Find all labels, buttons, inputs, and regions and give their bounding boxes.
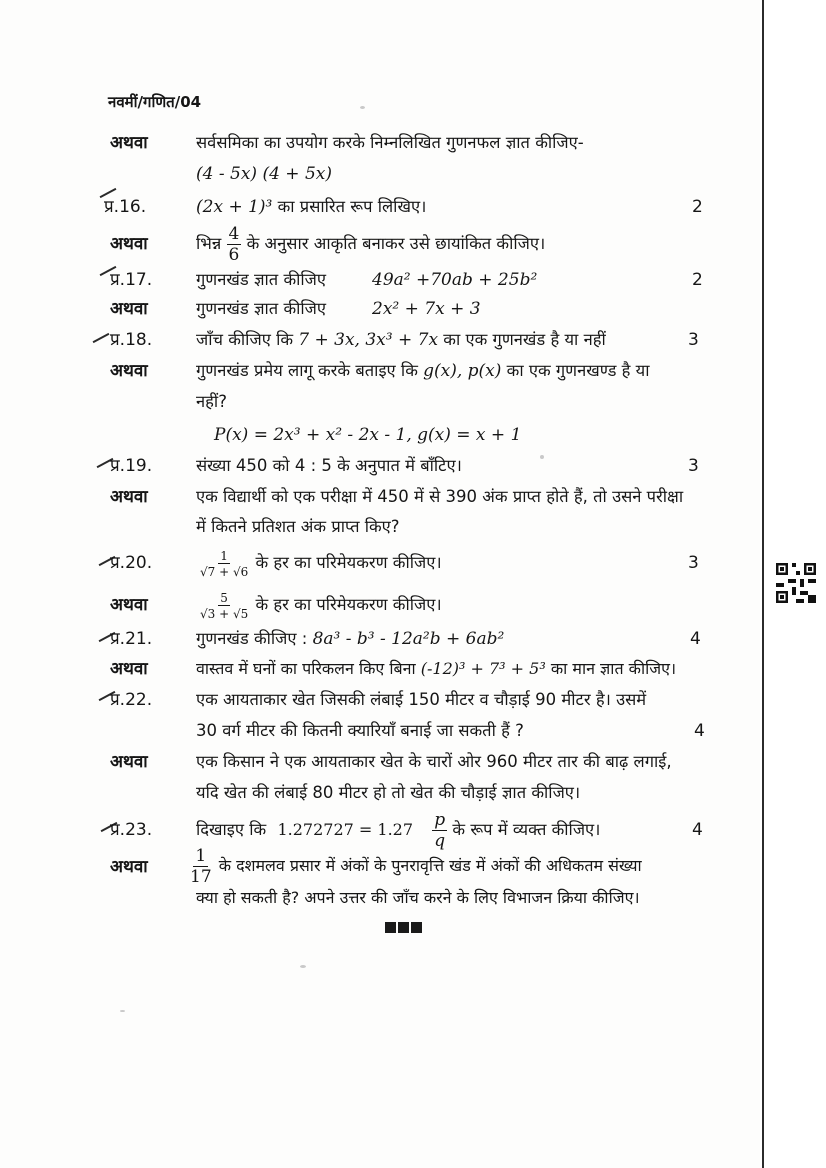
question-text: संख्या 450 को 4 : 5 के अनुपात में बाँटिए।: [196, 456, 462, 475]
marks: 4: [690, 629, 701, 649]
question-text-part: जाँच कीजिए कि: [196, 330, 294, 349]
question-text-part: दिखाइए कि: [196, 820, 267, 839]
question-number: प्र.23.: [110, 820, 153, 840]
scan-speck: [300, 965, 306, 968]
question-text-part: के दशमलव प्रसार में अंकों के पुनरावृत्ति खंड में अंकों की अधिकतम संख्या: [218, 856, 642, 875]
question-text-part: के रूप में व्यक्त कीजिए।: [452, 820, 601, 839]
alt-label: अथवा: [110, 595, 148, 615]
alt-label: अथवा: [110, 234, 148, 254]
question-text: एक किसान ने एक आयताकार खेत के चारों ओर 960 मीटर तार की बाढ़ लगाई,: [196, 752, 672, 771]
qr-code-icon: [776, 563, 816, 603]
fraction-numerator: p: [434, 809, 446, 830]
question-text-part: भिन्न: [196, 234, 222, 253]
question-text-part: वास्तव में घनों का परिकलन किए बिना: [196, 659, 416, 678]
page-header: नवमीं/गणित/04: [108, 93, 202, 111]
question-number: प्र.17.: [110, 270, 153, 290]
alt-label: अथवा: [110, 487, 148, 507]
question-text: गुणनखंड ज्ञात कीजिए: [196, 299, 327, 318]
math-expression: 49a² +70ab + 25b²: [372, 270, 538, 290]
question-text: [196, 195, 426, 219]
question-text: [196, 220, 545, 268]
question-text-part: गुणनखंड कीजिए :: [196, 629, 308, 648]
question-text: नहीं?: [196, 392, 227, 411]
question-text-part: के अनुसार आकृति बनाकर उसे छायांकित कीजिए।: [246, 234, 546, 253]
marks: 3: [688, 330, 699, 350]
question-text: 30 वर्ग मीटर की कितनी क्यारियाँ बनाई जा सकती हैं ?: [196, 721, 524, 740]
math-expression: g(x), p(x): [423, 361, 502, 381]
question-text: यदि खेत की लंबाई 80 मीटर हो तो खेत की चौड़ाई ज्ञात कीजिए।: [196, 783, 581, 802]
question-text-part: का मान ज्ञात कीजिए।: [550, 659, 677, 678]
question-text-part: के हर का परिमेयकरण कीजिए।: [255, 553, 442, 572]
fraction: [227, 223, 242, 265]
question-text: एक आयताकार खेत जिसकी लंबाई 150 मीटर व चौड़ाई 90 मीटर है। उसमें: [196, 690, 647, 709]
marks: 4: [694, 721, 705, 741]
math-expression: P(x) = 2x³ + x² - 2x - 1, g(x) = x + 1: [214, 425, 522, 445]
question-text: [196, 328, 606, 352]
marks: 3: [688, 553, 699, 573]
math-expression: (4 - 5x) (4 + 5x): [196, 164, 332, 184]
fraction-numerator: 1: [220, 548, 228, 563]
question-number: प्र.18.: [110, 330, 153, 350]
math-expression: 2x² + 7x + 3: [372, 299, 481, 319]
marks: 2: [692, 270, 703, 290]
question-text: [188, 844, 642, 888]
fraction-numerator: 4: [228, 223, 240, 244]
question-text: में कितने प्रतिशत अंक प्राप्त किए?: [196, 517, 400, 536]
question-text-part: का एक गुणनखण्ड है या: [506, 361, 650, 380]
alt-label: अथवा: [110, 659, 148, 679]
question-text: सर्वसमिका का उपयोग करके निम्नलिखित गुणनफल ज्ञात कीजिए-: [196, 133, 584, 152]
fraction-numerator: 1: [195, 845, 207, 866]
question-text: [198, 542, 442, 584]
question-number: प्र.19.: [110, 456, 153, 476]
end-of-paper-marker: [385, 918, 424, 937]
question-number: प्र.20.: [110, 553, 153, 573]
scan-speck: [540, 455, 544, 459]
alt-label: अथवा: [110, 133, 148, 153]
question-number: प्र.21.: [110, 629, 153, 649]
fraction: [198, 592, 250, 620]
question-text: [196, 657, 676, 681]
question-text-part: का एक गुणनखंड है या नहीं: [443, 330, 606, 349]
question-text-part: के हर का परिमेयकरण कीजिए।: [255, 595, 442, 614]
fraction-denominator: 17: [190, 866, 212, 887]
pen-tick-mark: [93, 333, 110, 343]
question-text: [198, 584, 442, 626]
fraction-denominator: q: [434, 830, 446, 851]
question-text-part: गुणनखंड प्रमेय लागू करके बताइए कि: [196, 361, 418, 380]
marks: 4: [692, 820, 703, 840]
question-text-part: का प्रसारित रूप लिखिए।: [277, 197, 427, 216]
scan-speck: [120, 1010, 125, 1012]
alt-label: अथवा: [110, 752, 148, 772]
fraction: [198, 550, 250, 578]
question-number: प्र.16.: [104, 197, 147, 217]
question-text: [196, 359, 650, 383]
page-edge-line: [762, 0, 764, 1168]
fraction: [188, 845, 214, 887]
fraction-denominator: √3 + √5: [200, 606, 249, 621]
alt-label: अथवा: [110, 857, 148, 877]
fraction-denominator: 6: [228, 244, 240, 265]
question-text: [196, 627, 504, 651]
fraction-denominator: √7 + √6: [200, 564, 249, 579]
question-text: क्या हो सकती है? अपने उत्तर की जाँच करने के लिए विभाजन क्रिया कीजिए।: [196, 888, 640, 907]
math-expression: (-12)³ + 7³ + 5³: [420, 659, 546, 678]
marks: 2: [692, 197, 703, 217]
math-expression: 1.272727 = 1.27: [277, 820, 414, 839]
math-expression: 8a³ - b³ - 12a²b + 6ab²: [312, 629, 505, 649]
scan-speck: [360, 106, 365, 109]
alt-label: अथवा: [110, 299, 148, 319]
alt-label: अथवा: [110, 361, 148, 381]
question-number: प्र.22.: [110, 690, 153, 710]
fraction-numerator: 5: [220, 590, 228, 605]
question-text: एक विद्यार्थी को एक परीक्षा में 450 में से 390 अंक प्राप्त होते हैं, तो उसने परीक्षा: [196, 487, 684, 506]
marks: 3: [688, 456, 699, 476]
math-expression: (2x + 1)³: [196, 197, 273, 217]
question-text: गुणनखंड ज्ञात कीजिए: [196, 270, 327, 289]
math-expression: 7 + 3x, 3x³ + 7x: [298, 330, 439, 350]
